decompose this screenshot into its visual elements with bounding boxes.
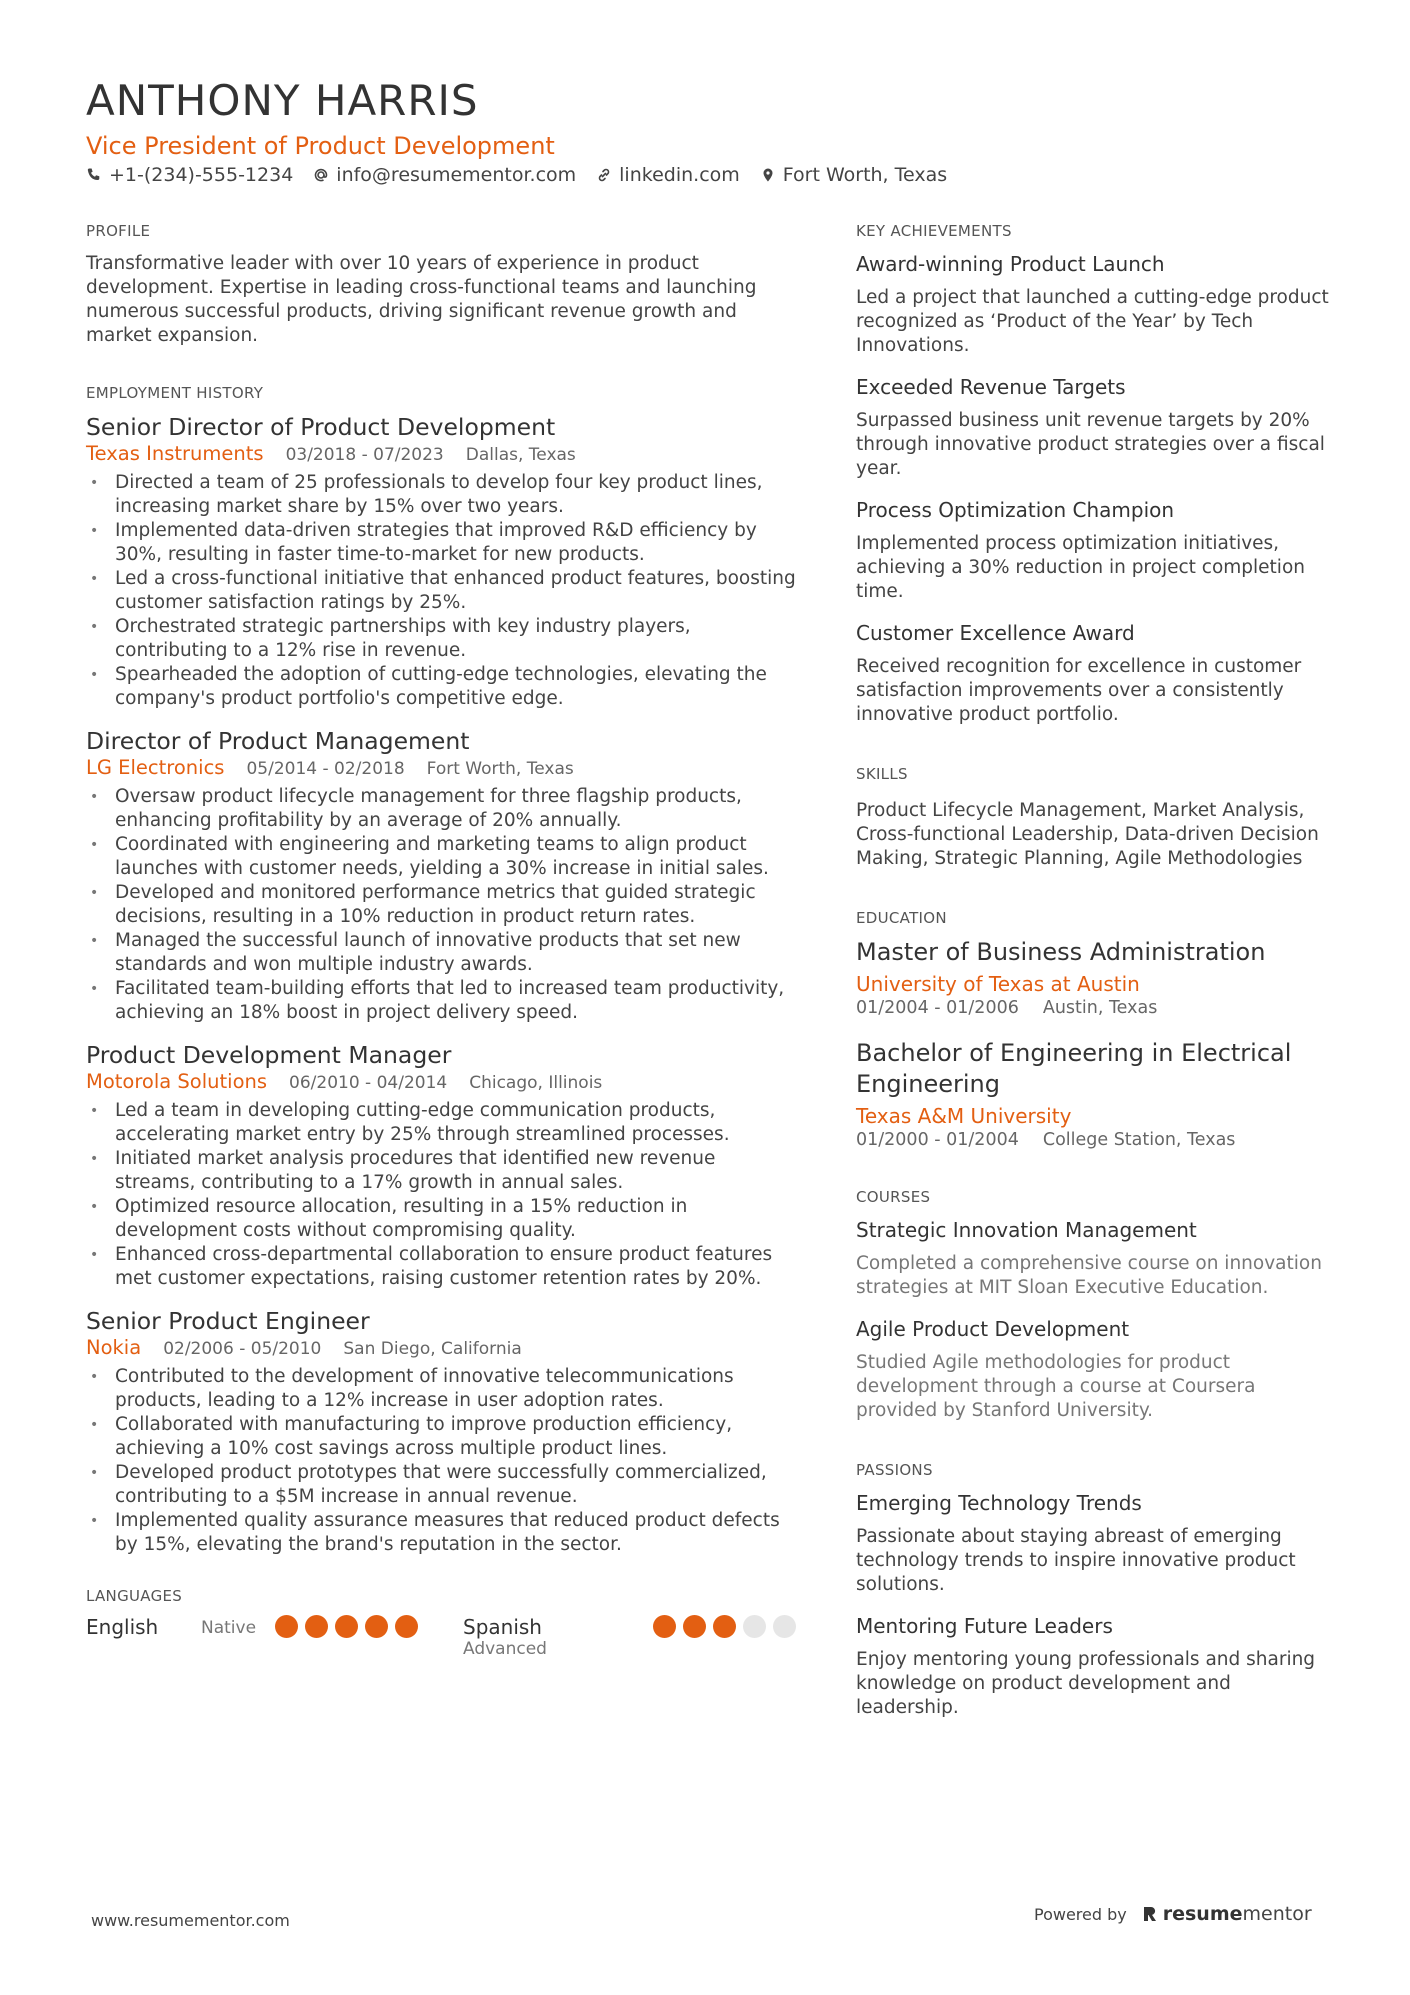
course-text: Studied Agile methodologies for product development through a course at Coursera provided by Stanford University. bbox=[856, 1352, 1256, 1421]
bullet-item: • Initiated market analysis procedures that identified new revenue streams, contributing to a 17% growth in annual sales. bbox=[86, 1147, 801, 1195]
job-entry bbox=[86, 1040, 801, 1291]
job-entry bbox=[86, 1306, 801, 1557]
resumementor-logo-icon bbox=[1141, 1905, 1159, 1923]
right-column bbox=[856, 222, 1336, 1720]
languages-row bbox=[86, 1615, 801, 1659]
achievement-title: Customer Excellence Award bbox=[856, 621, 1135, 645]
location-text: Fort Worth, Texas bbox=[782, 164, 948, 186]
job-location: San Diego, California bbox=[343, 1339, 522, 1359]
course-item bbox=[856, 1218, 1336, 1300]
powered-by-label: Powered by bbox=[1034, 1904, 1127, 1924]
education-section bbox=[856, 909, 1336, 1150]
achievement-title: Exceeded Revenue Targets bbox=[856, 375, 1126, 399]
rating-dot-filled bbox=[713, 1615, 736, 1638]
language-rating bbox=[275, 1615, 463, 1638]
candidate-title: Vice President of Product Development bbox=[86, 132, 555, 160]
email-text[interactable]: info@resumementor.com bbox=[336, 164, 577, 186]
phone-text: +1-(234)-555-1234 bbox=[109, 164, 294, 186]
bullet-item: • Contributed to the development of innovative telecommunications products, leading to a 12% increase in user adoption rates. bbox=[86, 1365, 801, 1413]
rating-dot-empty bbox=[743, 1615, 766, 1638]
education-dates: 01/2004 - 01/2006 bbox=[856, 998, 1019, 1018]
language-name: English bbox=[86, 1615, 159, 1639]
education-meta bbox=[856, 1130, 1336, 1150]
language-name: Spanish bbox=[463, 1615, 542, 1639]
job-company: Nokia bbox=[86, 1336, 142, 1359]
languages-section bbox=[86, 1587, 801, 1659]
course-title: Strategic Innovation Management bbox=[856, 1218, 1197, 1242]
left-column bbox=[86, 222, 801, 1659]
passion-text: Enjoy mentoring young professionals and sharing knowledge on product development and leadership. bbox=[856, 1649, 1316, 1718]
achievement-item bbox=[856, 621, 1336, 727]
passion-title: Emerging Technology Trends bbox=[856, 1491, 1142, 1515]
language-english-level-wrap bbox=[201, 1615, 275, 1638]
achievement-text: Implemented process optimization initiatives, achieving a 30% reduction in project completion time. bbox=[856, 533, 1305, 602]
bullet-item: • Developed and monitored performance metrics that guided strategic decisions, resulting in a 10% reduction in product return rates. bbox=[86, 881, 801, 929]
profile-section bbox=[86, 222, 801, 348]
language-english-name bbox=[86, 1615, 201, 1639]
job-location: Dallas, Texas bbox=[465, 445, 576, 465]
education-item bbox=[856, 937, 1336, 1018]
job-bullets bbox=[86, 1365, 801, 1557]
link-icon bbox=[596, 167, 612, 183]
footer-brand[interactable] bbox=[1034, 1903, 1312, 1925]
job-entry bbox=[86, 412, 801, 711]
language-level: Advanced bbox=[463, 1639, 547, 1659]
profile-text: Transformative leader with over 10 years of experience in product development. Expertise in leading cross-functional teams and launching numerous successful products, driving significant revenue growth and market expansion. bbox=[86, 253, 757, 346]
education-dates: 01/2000 - 01/2004 bbox=[856, 1130, 1019, 1150]
education-degree: Bachelor of Engineering in Electrical Engineering bbox=[856, 1039, 1292, 1098]
bullet-item: • Orchestrated strategic partnerships with key industry players, contributing to a 12% rise in revenue. bbox=[86, 615, 801, 663]
bullet-item: • Spearheaded the adoption of cutting-edge technologies, elevating the company's product portfolio's competitive edge. bbox=[86, 663, 801, 711]
job-dates: 02/2006 - 05/2010 bbox=[163, 1339, 322, 1359]
job-title: Senior Product Engineer bbox=[86, 1307, 370, 1335]
languages-heading: LANGUAGES bbox=[86, 1587, 183, 1605]
job-meta bbox=[86, 756, 801, 779]
education-school: University of Texas at Austin bbox=[856, 972, 1140, 996]
courses-heading: COURSES bbox=[856, 1188, 931, 1206]
employment-section bbox=[86, 384, 801, 1557]
achievement-text: Received recognition for excellence in customer satisfaction improvements over a consistently innovative product portfolio. bbox=[856, 656, 1302, 725]
contact-bar bbox=[86, 164, 947, 186]
passion-title: Mentoring Future Leaders bbox=[856, 1614, 1113, 1638]
job-bullets bbox=[86, 1099, 801, 1291]
job-bullets bbox=[86, 471, 801, 711]
rating-dot-filled bbox=[305, 1615, 328, 1638]
language-rating bbox=[653, 1615, 796, 1638]
footer-website[interactable]: www.resumementor.com bbox=[91, 1911, 290, 1930]
education-degree: Master of Business Administration bbox=[856, 938, 1266, 966]
bullet-item: • Implemented quality assurance measures that reduced product defects by 15%, elevating the brand's reputation in the sector. bbox=[86, 1509, 801, 1557]
job-meta bbox=[86, 442, 801, 465]
job-company: Motorola Solutions bbox=[86, 1070, 268, 1093]
achievements-heading: KEY ACHIEVEMENTS bbox=[856, 222, 1012, 240]
courses-section bbox=[856, 1188, 1336, 1423]
contact-location bbox=[760, 164, 947, 186]
bullet-item: • Facilitated team-building efforts that led to increased team productivity, achieving an 18% boost in project delivery speed. bbox=[86, 977, 801, 1025]
phone-icon bbox=[86, 167, 102, 183]
skills-heading: SKILLS bbox=[856, 765, 908, 783]
brand-logo[interactable] bbox=[1141, 1903, 1312, 1925]
bullet-item: • Collaborated with manufacturing to improve production efficiency, achieving a 10% cost savings across multiple product lines. bbox=[86, 1413, 801, 1461]
bullet-item: • Developed product prototypes that were successfully commercialized, contributing to a $5M increase in annual revenue. bbox=[86, 1461, 801, 1509]
bullet-item: • Led a team in developing cutting-edge communication products, accelerating market entry by 25% through streamlined processes. bbox=[86, 1099, 801, 1147]
achievement-text: Led a project that launched a cutting-edge product recognized as ‘Product of the Year’ by Tech Innovations. bbox=[856, 287, 1329, 356]
achievement-item bbox=[856, 375, 1336, 481]
job-location: Chicago, Illinois bbox=[469, 1073, 603, 1093]
course-title: Agile Product Development bbox=[856, 1317, 1130, 1341]
achievement-item bbox=[856, 498, 1336, 604]
passion-text: Passionate about staying abreast of emerging technology trends to inspire innovative product solutions. bbox=[856, 1526, 1296, 1595]
course-text: Completed a comprehensive course on innovation strategies at MIT Sloan Executive Education. bbox=[856, 1253, 1322, 1298]
contact-phone bbox=[86, 164, 293, 186]
skills-section bbox=[856, 765, 1336, 871]
language-level: Native bbox=[201, 1618, 257, 1638]
skills-text: Product Lifecycle Management, Market Analysis, Cross-functional Leadership, Data-driven Decision Making, Strategic Planning, Agile Methodologies bbox=[856, 800, 1319, 869]
achievement-title: Process Optimization Champion bbox=[856, 498, 1175, 522]
achievements-section bbox=[856, 222, 1336, 727]
achievement-text: Surpassed business unit revenue targets by 20% through innovative product strategies over a fiscal year. bbox=[856, 410, 1325, 479]
rating-dot-filled bbox=[365, 1615, 388, 1638]
brand-rest: mentor bbox=[1242, 1903, 1312, 1925]
bullet-item: • Implemented data-driven strategies that improved R&D efficiency by 30%, resulting in faster time-to-market for new products. bbox=[86, 519, 801, 567]
linkedin-text[interactable]: linkedin.com bbox=[619, 164, 740, 186]
bullet-item: • Directed a team of 25 professionals to develop four key product lines, increasing market share by 15% over two years. bbox=[86, 471, 801, 519]
rating-dot-filled bbox=[395, 1615, 418, 1638]
bullet-item: • Led a cross-functional initiative that enhanced product features, boosting customer satisfaction ratings by 25%. bbox=[86, 567, 801, 615]
job-title: Director of Product Management bbox=[86, 727, 470, 755]
bullet-item: • Optimized resource allocation, resulting in a 15% reduction in development costs without compromising quality. bbox=[86, 1195, 801, 1243]
bullet-item: • Coordinated with engineering and marketing teams to align product launches with customer needs, yielding a 30% increase in initial sales. bbox=[86, 833, 801, 881]
language-spanish-name bbox=[463, 1615, 653, 1659]
bullet-item: • Managed the successful launch of innovative products that set new standards and won multiple industry awards. bbox=[86, 929, 801, 977]
passions-section bbox=[856, 1461, 1336, 1720]
employment-heading: EMPLOYMENT HISTORY bbox=[86, 384, 264, 402]
email-icon bbox=[313, 167, 329, 183]
job-title: Senior Director of Product Development bbox=[86, 413, 556, 441]
education-location: Austin, Texas bbox=[1042, 998, 1158, 1018]
job-entry bbox=[86, 726, 801, 1025]
bullet-item: • Enhanced cross-departmental collaboration to ensure product features met customer expectations, raising customer retention rates by 20%. bbox=[86, 1243, 801, 1291]
achievement-item bbox=[856, 252, 1336, 358]
bullet-item: • Oversaw product lifecycle management for three flagship products, enhancing profitability by an average of 20% annually. bbox=[86, 785, 801, 833]
rating-dot-filled bbox=[275, 1615, 298, 1638]
achievement-title: Award-winning Product Launch bbox=[856, 252, 1165, 276]
job-dates: 06/2010 - 04/2014 bbox=[289, 1073, 448, 1093]
contact-email[interactable] bbox=[313, 164, 576, 186]
passion-item bbox=[856, 1491, 1336, 1597]
job-meta bbox=[86, 1336, 801, 1359]
location-pin-icon bbox=[760, 167, 776, 183]
candidate-name: ANTHONY HARRIS bbox=[86, 76, 479, 125]
passions-heading: PASSIONS bbox=[856, 1461, 933, 1479]
education-heading: EDUCATION bbox=[856, 909, 947, 927]
education-school: Texas A&M University bbox=[856, 1104, 1072, 1128]
education-location: College Station, Texas bbox=[1042, 1130, 1236, 1150]
course-item bbox=[856, 1317, 1336, 1423]
job-meta bbox=[86, 1070, 801, 1093]
rating-dot-filled bbox=[335, 1615, 358, 1638]
contact-linkedin[interactable] bbox=[596, 164, 740, 186]
profile-heading: PROFILE bbox=[86, 222, 151, 240]
job-location: Fort Worth, Texas bbox=[426, 759, 574, 779]
job-dates: 03/2018 - 07/2023 bbox=[285, 445, 444, 465]
job-title: Product Development Manager bbox=[86, 1041, 452, 1069]
passion-item bbox=[856, 1614, 1336, 1720]
rating-dot-filled bbox=[683, 1615, 706, 1638]
rating-dot-empty bbox=[773, 1615, 796, 1638]
education-meta bbox=[856, 998, 1336, 1018]
rating-dot-filled bbox=[653, 1615, 676, 1638]
job-company: Texas Instruments bbox=[86, 442, 264, 465]
job-bullets bbox=[86, 785, 801, 1025]
education-item bbox=[856, 1038, 1336, 1150]
job-company: LG Electronics bbox=[86, 756, 225, 779]
job-dates: 05/2014 - 02/2018 bbox=[246, 759, 405, 779]
brand-bold: resume bbox=[1162, 1903, 1243, 1925]
